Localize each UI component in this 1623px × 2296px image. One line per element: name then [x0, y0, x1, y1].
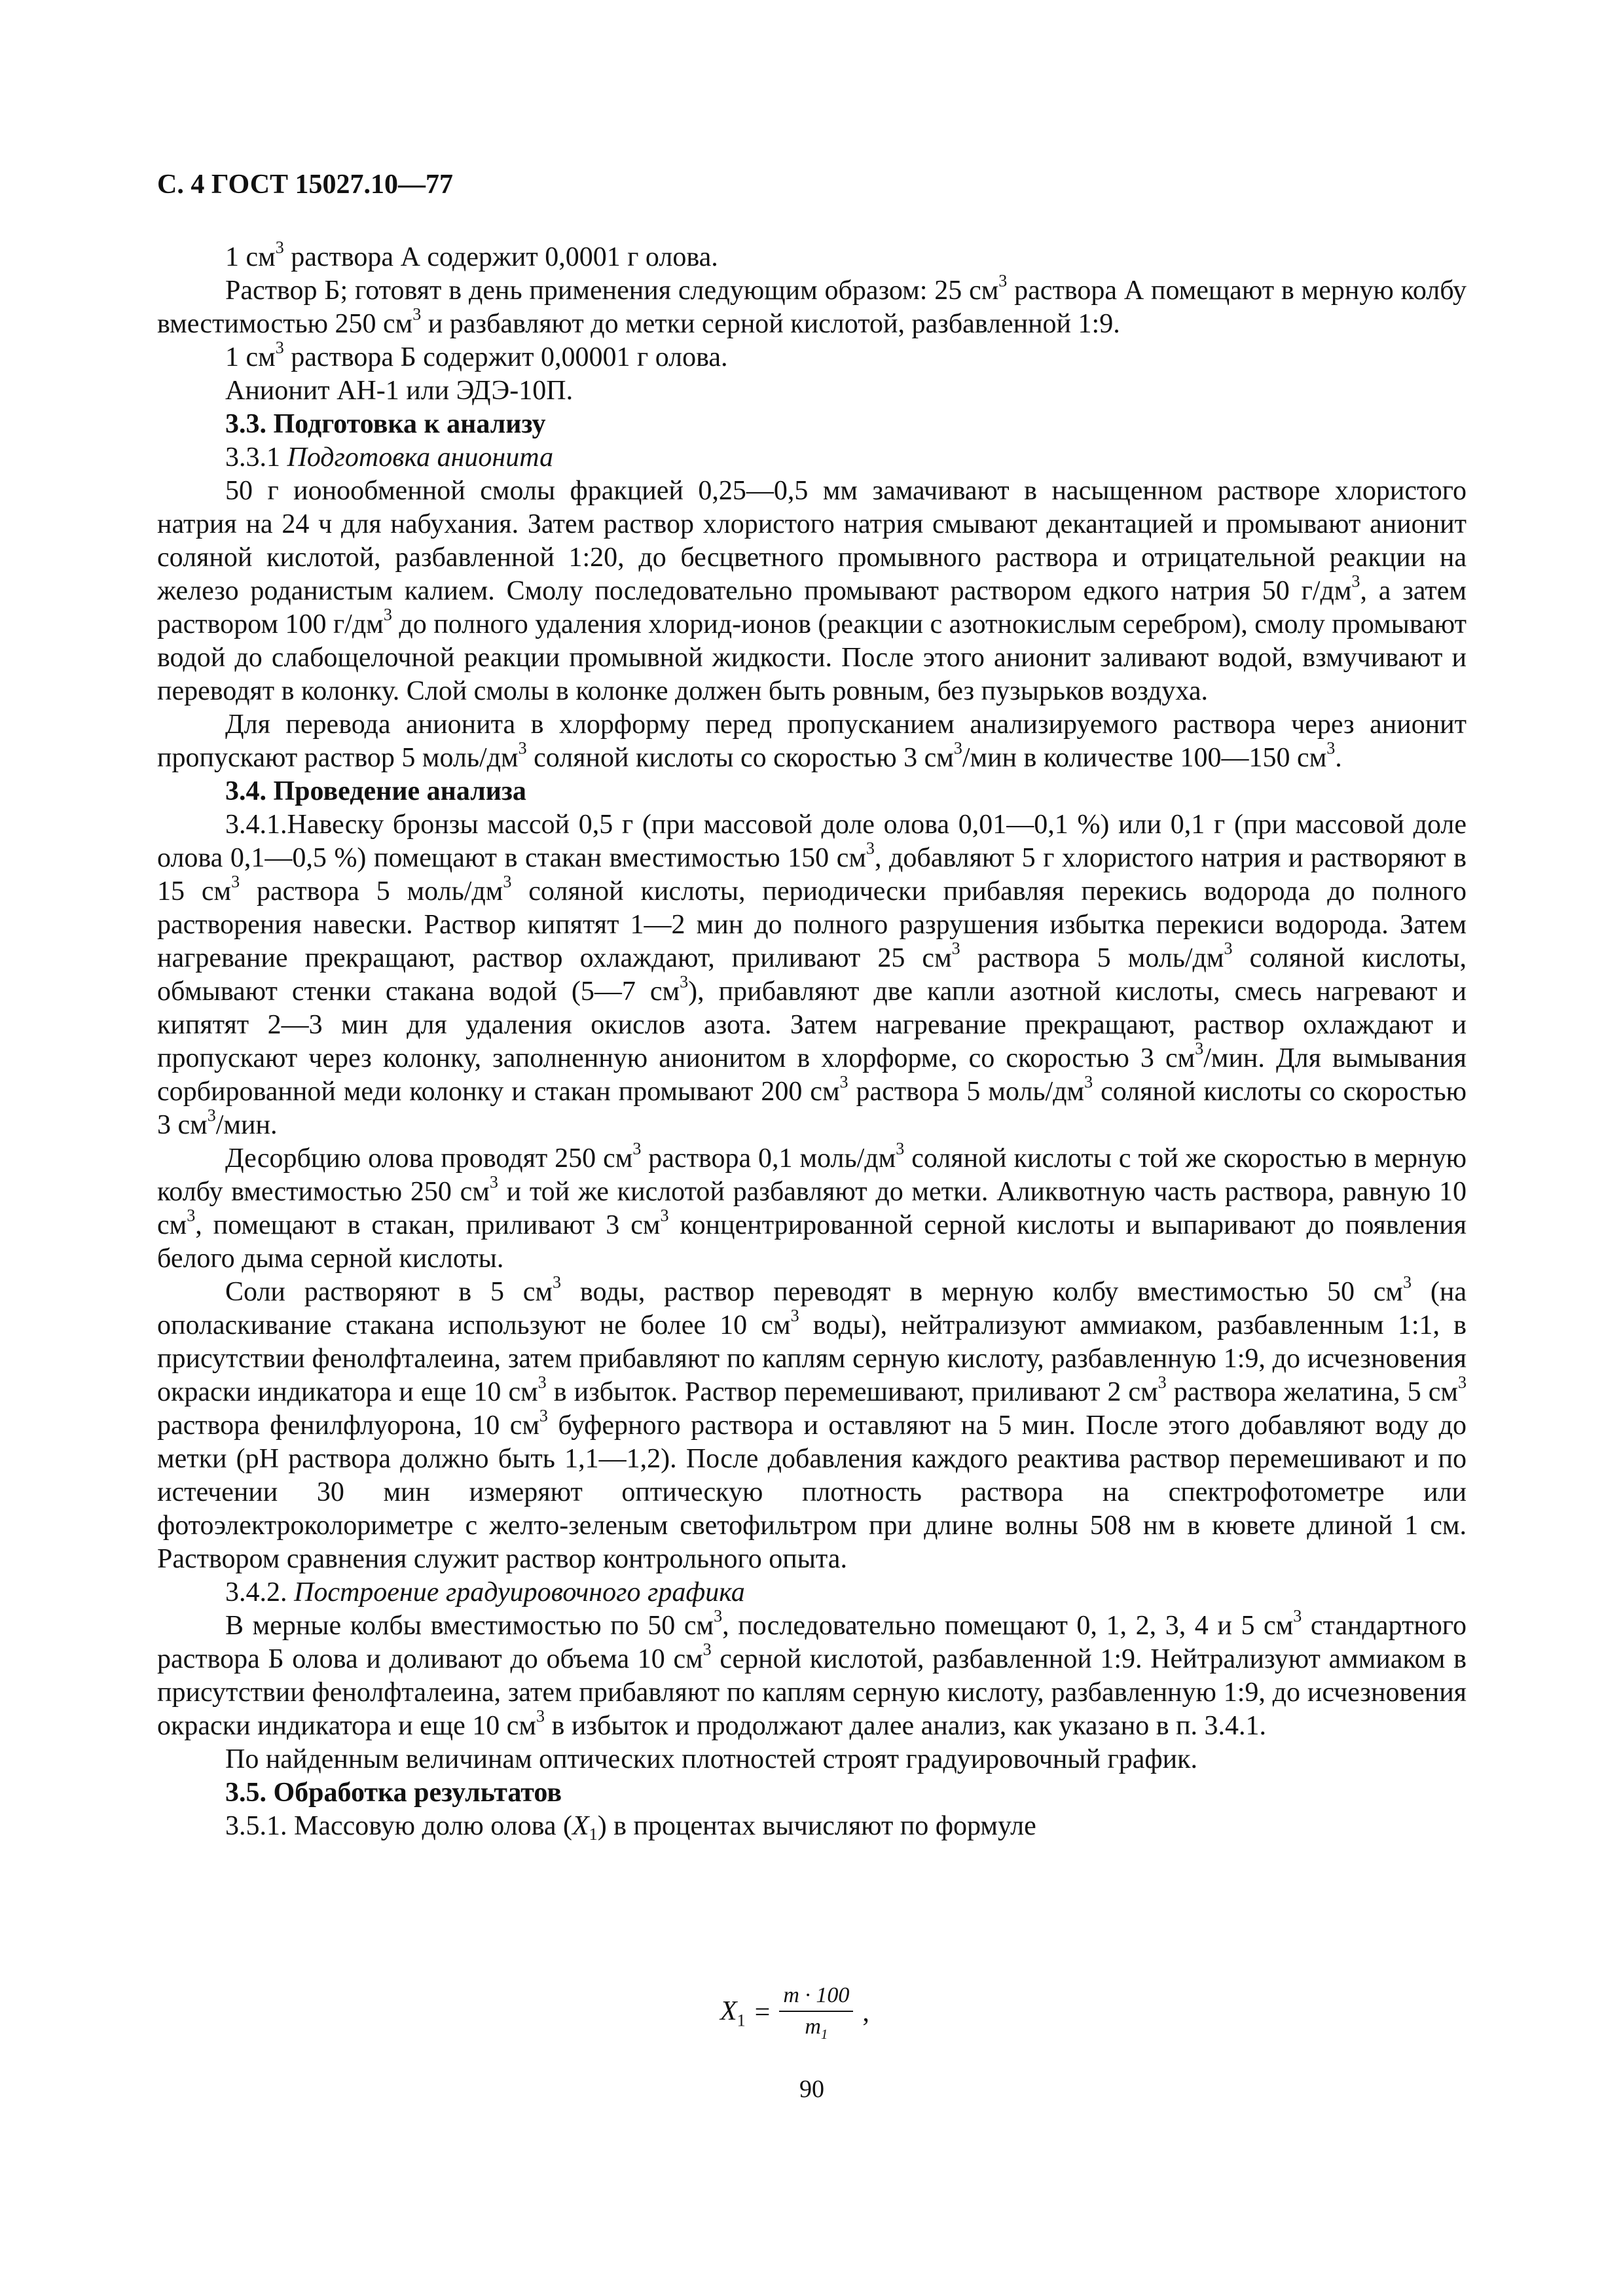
paragraph-resin-preparation: 50 г ионообменной смолы фракцией 0,25—0,5 мм замачивают в насыщенном растворе хлористого натрия на 24 ч для набухания. Затем раствор хлористого натрия смывают декантацией и промывают анионит соляной кислотой, разбавленной 1:20, до бесцветного промывного раствора и отрицательной реакции на железо роданистым калием. Смолу последовательно промывают раствором едкого натрия 50 $г/дм^3$, а затем раствором 100 $г/дм^3$ до полного удаления хлорид-ионов (реакции с азотнокислым серебром), смолу промывают водой до слабощелочной реакции промывной жидкости. После этого анионит заливают водой, взмучивают и переводят в колонку. Слой смолы в колонке должен быть ровным, без пузырьков воздуха.	[157, 476, 1467, 706]
paragraph-sample-dissolution: 3.4.1.Навеску бронзы массой 0,5 г (при массовой доле олова 0,01—0,1 %) или 0,1 г (при массовой доле олова 0,1—0,5 %) помещают в стакан вместимостью 150 $см^3$, добавляют 5 г хлористого натрия и растворяют в 15 $см^3$ раствора 5 моль/$дм^3$ соляной кислоты, периодически прибавляя перекись водорода до полного растворения навески. Раствор кипятят 1—2 мин до полного разрушения избытка перекиси водорода. Затем нагревание прекращают, раствор охлаждают, приливают 25 $см^3$ раствора 5 моль/$дм^3$ соляной кислоты, обмывают стенки стакана водой (5—7 $см^3$), прибавляют две капли азотной кислоты, смесь нагревают и кипятят 2—3 мин для удаления окислов азота. Затем нагревание прекращают, раствор охлаждают и пропускают через колонку, заполненную анионитом в хлорформе, со скоростью 3 $см^3$/мин. Для вымывания сорбированной меди колонку и стакан промывают 200 $см^3$ раствора 5 моль/$дм^3$ соляной кислоты со скоростью 3 $см^3$/мин.	[157, 810, 1467, 1140]
formula-fraction	[779, 1983, 853, 2043]
paragraph-calibration-graph: По найденным величинам оптических плотностей строят градуировочный график.	[225, 1744, 1197, 1774]
formula-lhs: $X_1$	[720, 1996, 746, 2030]
paragraph-solution-a-content: 1 $см^3$ раствора А содержит 0,0001 г олова.	[225, 238, 718, 272]
formula-trailing-comma: ,	[862, 1998, 869, 2028]
paragraph-anionite: Анионит АН-1 или ЭДЭ-10П.	[225, 376, 574, 406]
formula-equals: =	[754, 1998, 771, 2028]
paragraph-desorption: Десорбцию олова проводят 250 $см^3$ раствора 0,1 моль/$дм^3$ соляной кислоты с той же скоростью в мерную колбу вместимостью 250 $см^3$ и той же кислотой разбавляют до метки. Аликвотную часть раствора, равную 10 $см^3$, помещают в стакан, приливают 3 $см^3$ концентрированной серной кислоты и выпаривают до появления белого дыма серной кислоты.	[157, 1139, 1467, 1274]
formula-mass-fraction	[720, 1983, 869, 2043]
document-body	[157, 238, 1467, 1844]
section-heading-3-3: 3.3. Подготовка к анализу	[225, 409, 546, 439]
page-header: С. 4 ГОСТ 15027.10—77	[157, 170, 454, 200]
section-heading-3-4: 3.4. Проведение анализа	[225, 776, 526, 806]
paragraph-chloride-form: Для перевода анионита в хлорформу перед пропусканием анализируемого раствора через анионит пропускают раствор 5 моль/$дм^3$ соляной кислоты со скоростью 3 $см^3$/мин в количестве 100—150 $см^3$.	[157, 709, 1467, 773]
formula-numerator: m · 100	[779, 1983, 853, 2012]
paragraph-salt-dissolution: Соли растворяют в 5 $см^3$ воды, раствор переводят в мерную колбу вместимостью 50 $см^3$ (на ополаскивание стакана используют не более 10 $см^3$ воды), нейтрализуют аммиаком, разбавленным 1:1, в присутствии фенолфталеина, затем прибавляют по каплям серную кислоту, разбавленную 1:9, до исчезновения окраски индикатора и еще 10 $см^3$ в избыток. Раствор перемешивают, приливают 2 $см^3$ раствора желатина, 5 $см^3$ раствора фенилфлуорона, 10 $см^3$ буферного раствора и оставляют на 5 мин. После этого добавляют воду до метки (рН раствора должно быть 1,1—1,2). После добавления каждого реактива раствор перемешивают и по истечении 30 мин измеряют оптическую плотность раствора на спектрофотометре или фотоэлектроколориметре с желто-зеленым светофильтром при длине волны 508 нм в кювете длиной 1 см. Раствором сравнения служит раствор контрольного опыта.	[157, 1272, 1467, 1574]
paragraph-solution-b: Раствор Б; готовят в день применения следующим образом: 25 $см^3$ раствора А помещают в мерную колбу вместимостью 250 $см^3$ и разбавляют до метки серной кислотой, разбавленной 1:9.	[157, 271, 1467, 339]
paragraph-solution-b-content: 1 $см^3$ раствора Б содержит 0,00001 г олова.	[225, 338, 728, 372]
page-number: 90	[799, 2075, 824, 2103]
paragraph-mass-fraction: 3.5.1. Массовую долю олова $(X_1)$ в процентах вычисляют по формуле	[225, 1811, 1036, 1844]
subsection-heading-3-4-2: 3.4.2. Построение градуировочного графика	[225, 1577, 745, 1607]
paragraph-calibration: В мерные колбы вместимостью по 50 $см^3$, последовательно помещают 0, 1, 2, 3, 4 и 5 $см^3$ стандартного раствора Б олова и доливают до объема 10 $см^3$ серной кислотой, разбавленной 1:9. Нейтрализуют аммиаком в присутствии фенолфталеина, затем прибавляют по каплям серную кислоту, разбавленную 1:9, до исчезновения окраски индикатора и еще 10 $см^3$ в избыток и продолжают далее анализ, как указано в п. 3.4.1.	[157, 1606, 1467, 1741]
formula-denominator: $m_1$	[805, 2015, 828, 2042]
subsection-heading-3-3-1: 3.3.1 Подготовка анионита	[225, 442, 554, 473]
section-heading-3-5: 3.5. Обработка результатов	[225, 1778, 562, 1808]
